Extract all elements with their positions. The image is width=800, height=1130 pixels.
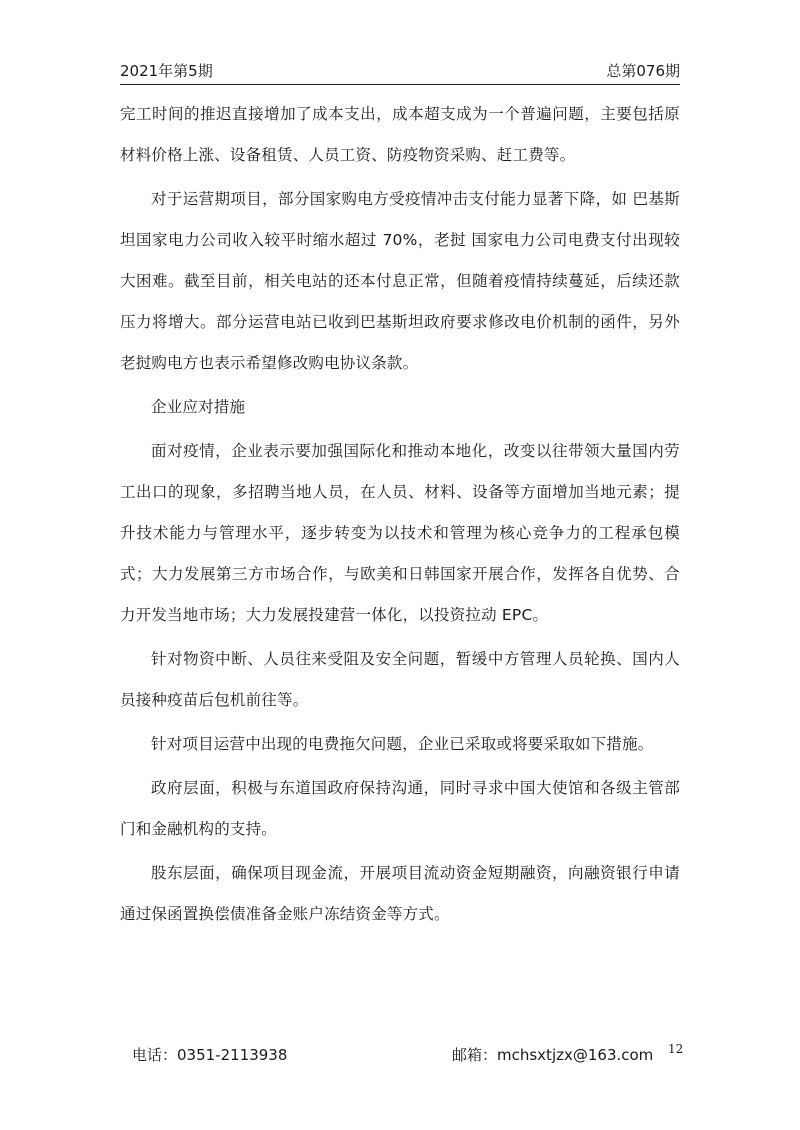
paragraph-personnel: 针对物资中断、人员往来受阻及安全问题，暂缓中方管理人员轮换、国内人员接种疫苗后包机前往等。 [120, 650, 680, 709]
paragraph-shareholder-level: 股东层面，确保项目现金流，开展项目流动资金短期融资，向融资银行申请通过保函置换偿债准备金账户冻结资金等方式。 [120, 864, 680, 923]
contact-phone: 电话：0351-2113938 [132, 1046, 288, 1064]
page-header [120, 58, 680, 85]
paragraph-arrears: 针对项目运营中出现的电费拖欠问题，企业已采取或将要采取如下措施。 [151, 735, 654, 753]
paragraph-operating-projects: 对于运营期项目，部分国家购电方受疫情冲击支付能力显著下降，如 巴基斯坦国家电力公司收入较平时缩水超过 70%，老挝 国家电力公司电费支付出现较大困难。截至目前，相关电站的还本付息正常，但随着疫情持续蔓延，后续还款压力将增大。部分运营电站已收到巴基斯坦政府要求修改电价机制的函件，另外老挝购电方也表示希望修改购电协议条款。 [120, 190, 680, 372]
issue-label: 2021年第5期 [120, 62, 213, 80]
page-footer [0, 1038, 800, 1068]
page-number: 12 [668, 1042, 684, 1056]
article-body [120, 94, 680, 938]
section-heading-measures: 企业应对措施 [151, 398, 246, 416]
paragraph-cost-overrun: 完工时间的推迟直接增加了成本支出，成本超支成为一个普遍问题，主要包括原材料价格上涨、设备租赁、人员工资、防疫物资采购、赶工费等。 [120, 105, 680, 164]
paragraph-localization: 面对疫情，企业表示要加强国际化和推动本地化，改变以往带领大量国内劳工出口的现象，多招聘当地人员，在人员、材料、设备等方面增加当地元素；提升技术能力与管理水平，逐步转变为以技术和管理为核心竞争力的工程承包模式；大力发展第三方市场合作，与欧美和日韩国家开展合作，发挥各自优势、合力开发当地市场；大力发展投建营一体化，以投资拉动 EPC。 [120, 442, 680, 624]
paragraph-government-level: 政府层面，积极与东道国政府保持沟通，同时寻求中国大使馆和各级主管部门和金融机构的支持。 [120, 779, 680, 838]
total-issue-label: 总第076期 [606, 62, 680, 80]
contact-email: 邮箱：mchsxtjzx@163.com [452, 1046, 654, 1064]
